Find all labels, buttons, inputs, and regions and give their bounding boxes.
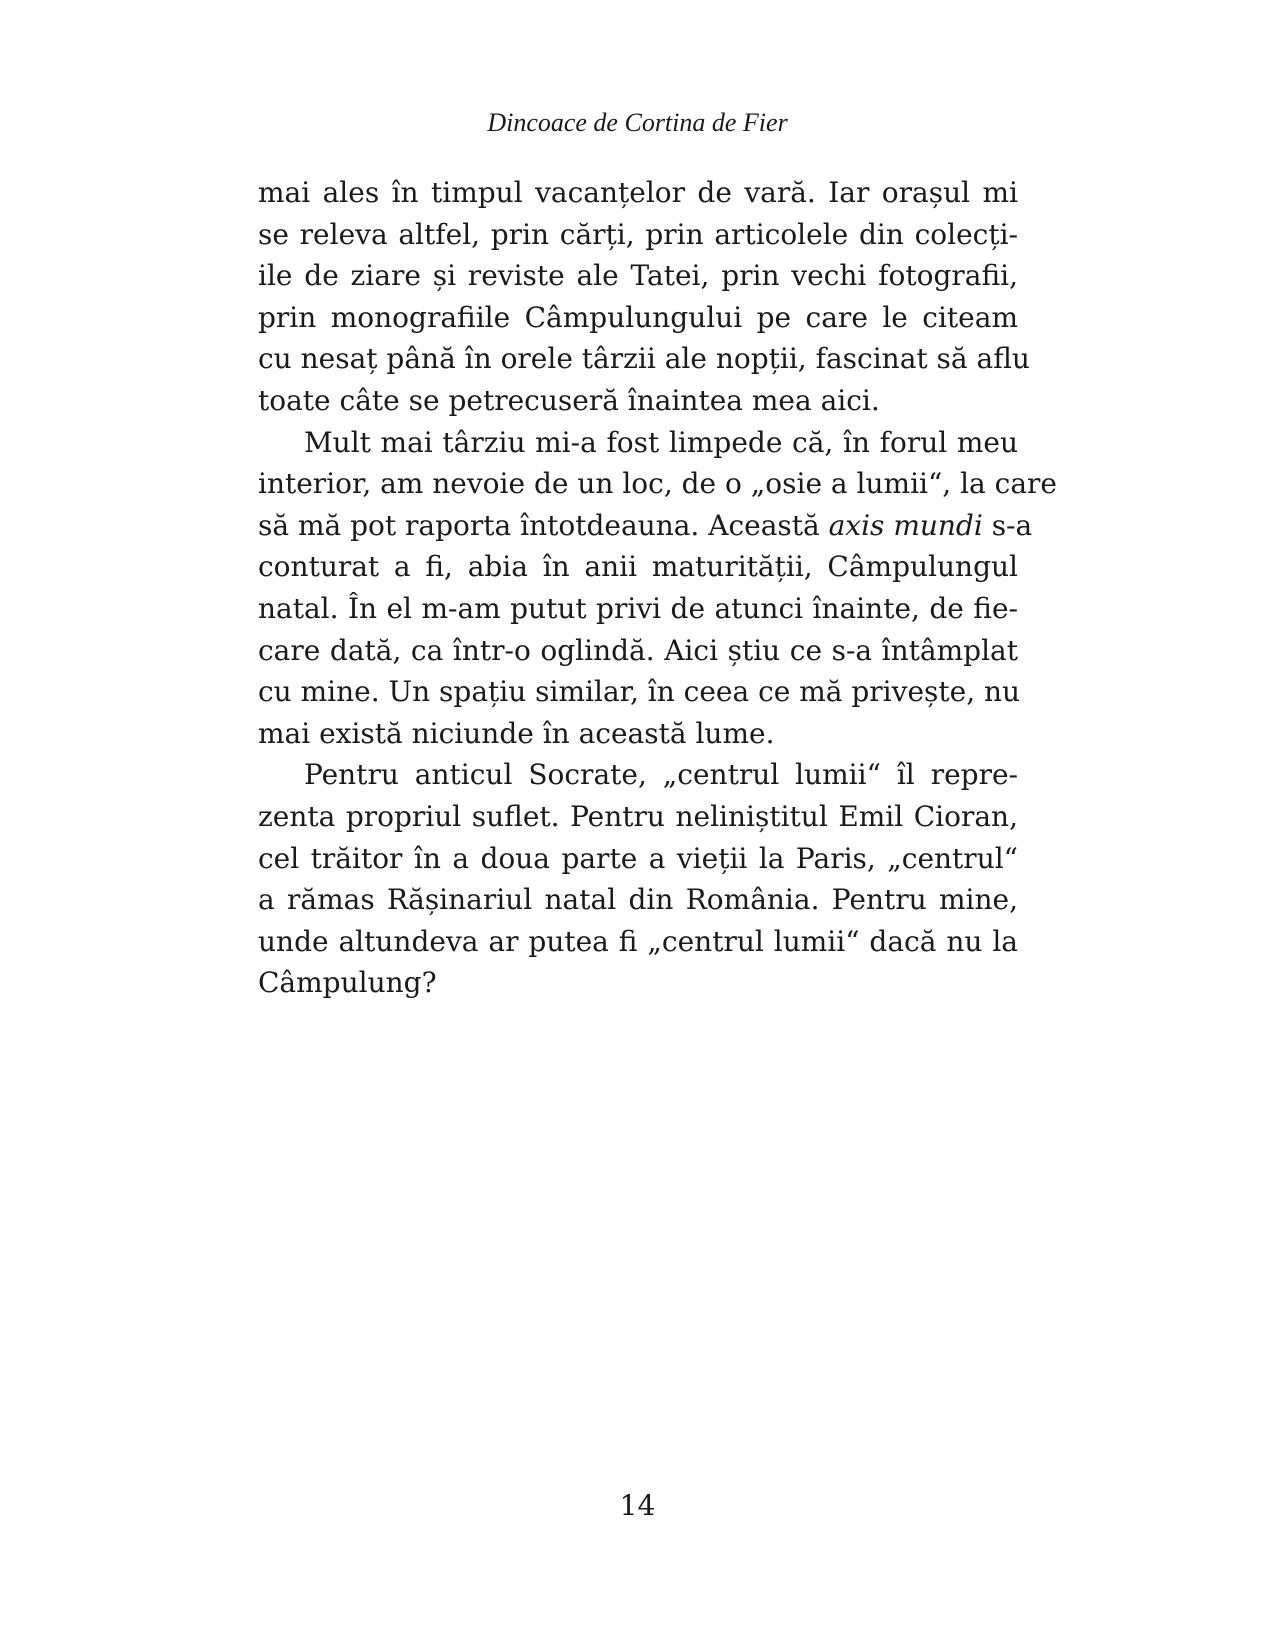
text-line: prin monografiile Câmpulungului pe care le citeam <box>258 300 1018 334</box>
text-line: natal. În el m-am putut privi de atunci înainte, de fie- <box>258 591 1018 625</box>
text-line: conturat a fi, abia în anii maturității, Câmpulungul <box>258 550 1018 584</box>
text-line: cu mine. Un spațiu similar, în ceea ce mă privește, nu <box>258 675 1021 709</box>
text-line: interior, am nevoie de un loc, de o „osie a lumii“, la care <box>258 467 1057 501</box>
text-line: Câmpulung? <box>258 966 437 1000</box>
italic-term: axis mundi <box>828 508 983 542</box>
body-text <box>258 172 1057 1004</box>
text-line: zenta propriul suflet. Pentru neliniștitul Emil Cioran, <box>258 799 1018 833</box>
paragraph-3 <box>258 754 1018 1004</box>
text-line: cel trăitor în a doua parte a vieții la Paris, „centrul“ <box>258 841 1018 875</box>
page-number: 14 <box>619 1489 656 1522</box>
text-line-mixed <box>258 505 1033 547</box>
text-run: s-a <box>982 508 1033 542</box>
text-line: cu nesaț până în orele târzii ale nopții, fascinat să aflu <box>258 342 1030 376</box>
text-run: să mă pot raporta întotdeauna. Această <box>258 508 829 542</box>
text-line: a rămas Rășinariul natal din România. Pentru mine, <box>258 883 1018 917</box>
text-line: toate câte se petrecuseră înaintea mea aici. <box>258 383 880 417</box>
paragraph-1 <box>258 172 1030 422</box>
paragraph-2 <box>258 422 1057 755</box>
text-line: se releva altfel, prin cărți, prin articolele din colecți- <box>258 217 1018 251</box>
text-line: Pentru anticul Socrate, „centrul lumii“ îl repre- <box>304 758 1018 792</box>
text-line: mai există niciunde în această lume. <box>258 716 775 750</box>
running-header: Dincoace de Cortina de Fier <box>487 108 788 137</box>
text-line: care dată, ca într-o oglindă. Aici știu ce s-a întâmplat <box>258 633 1018 667</box>
text-line: ile de ziare și reviste ale Tatei, prin vechi fotografii, <box>258 259 1018 293</box>
text-line: mai ales în timpul vacanțelor de vară. Iar orașul mi <box>258 176 1018 209</box>
text-line: Mult mai târziu mi-a fost limpede că, în forul meu <box>304 425 1018 459</box>
text-line: unde altundeva ar putea fi „centrul lumii“ dacă nu la <box>258 924 1018 958</box>
